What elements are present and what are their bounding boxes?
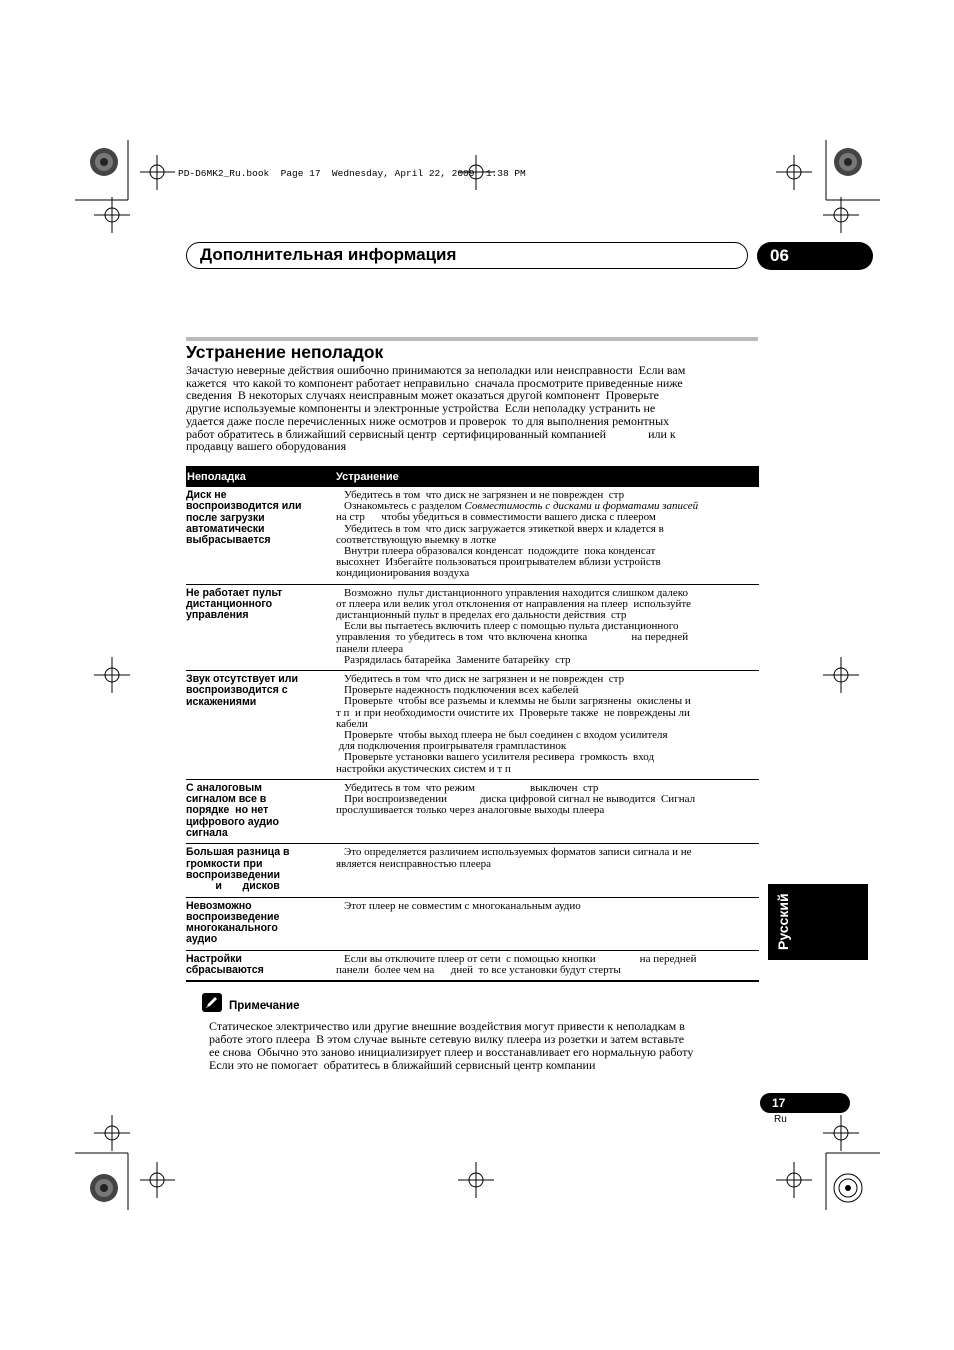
- problem-line: Звук отсутствует или: [186, 673, 298, 686]
- problem-line: искажениями: [186, 695, 257, 708]
- table-header-row: [186, 466, 759, 487]
- header-remedy: Устранение: [336, 466, 759, 487]
- table-row: [186, 844, 759, 897]
- remedy-line: [336, 568, 759, 579]
- problem-line: дистанционного: [186, 597, 273, 610]
- remedy-line: [336, 901, 759, 912]
- note-body: [209, 1020, 758, 1072]
- remedy-text: Убедитесь в том что диск не загрязнен и не поврежден стр: [344, 673, 625, 686]
- remedy-cell: [336, 844, 759, 897]
- intro-line: работ обратитесь в ближайший сервисный центр сертифицированный компанией или к: [186, 426, 676, 441]
- remedy-line: [336, 859, 759, 870]
- remedy-text: Этот плеер не совместим с многоканальным аудио: [344, 899, 581, 912]
- language-side-label: Русский: [775, 893, 791, 951]
- remedy-text: является неисправностью плеера: [336, 857, 492, 870]
- problem-cell: [186, 671, 336, 780]
- table-row: [186, 671, 759, 780]
- problem-line: воспроизводится с: [186, 684, 288, 697]
- problem-line: выбрасывается: [186, 534, 271, 547]
- problem-line: Большая разница в: [186, 846, 290, 859]
- problem-line: управления: [186, 609, 249, 622]
- problem-line: и дисков: [186, 880, 280, 893]
- problem-line: воспроизведении: [186, 868, 281, 881]
- intro-line: продавцу вашего оборудования: [186, 439, 347, 454]
- remedy-text: Разрядилась батарейка Замените батарейку стр: [344, 653, 571, 666]
- troubleshooting-table: [186, 466, 759, 982]
- remedy-text: Убедитесь в том что диск не загрязнен и не поврежден стр: [344, 489, 625, 501]
- table-row: [186, 487, 759, 584]
- note-line: Если это не помогает обратитесь в ближайший сервисный центр компании: [209, 1058, 596, 1072]
- problem-line: сигнала: [186, 827, 228, 840]
- section-title: Устранение неполадок: [186, 342, 384, 362]
- remedy-text: от плеера или велик угол отклонения от направления на плеер используйте: [336, 597, 692, 610]
- problem-line: Диск не: [186, 489, 227, 501]
- problem-line: воспроизводится или: [186, 500, 302, 513]
- problem-cell: [186, 779, 336, 843]
- problem-line: сбрасываются: [186, 964, 264, 977]
- remedy-cell: [336, 950, 759, 981]
- remedy-text: При воспроизведении диска цифровой сигнал не выводится Сигнал: [344, 793, 696, 806]
- remedy-text: Убедитесь в том что режим выключен стр: [344, 781, 599, 794]
- remedy-cell: [336, 779, 759, 843]
- problem-cell: [186, 950, 336, 981]
- section-rule: [186, 337, 758, 341]
- table-row: [186, 897, 759, 950]
- intro-line: Зачастую неверные действия ошибочно принимаются за неполадки или неисправности Если вам: [186, 363, 686, 377]
- remedy-text: т п и при необходимости очистите их Проверьте также не повреждены ли: [336, 706, 690, 719]
- page-number: 17: [760, 1093, 850, 1113]
- remedy-text: соответствующую выемку в лотке: [336, 533, 497, 546]
- problem-line: Невозможно: [186, 899, 252, 912]
- remedy-text: для подключения проигрывателя грампластинок: [336, 740, 567, 753]
- note-pencil-icon: [202, 993, 222, 1012]
- header-problem: Неполадка: [186, 466, 336, 487]
- page-language: Ru: [774, 1114, 787, 1125]
- problem-cell: [186, 844, 336, 897]
- remedy-text: Возможно пульт дистанционного управления находится слишком далеко: [344, 586, 689, 599]
- problem-cell: [186, 584, 336, 670]
- problem-cell: [186, 897, 336, 950]
- remedy-text: Проверьте чтобы все разъемы и клеммы не были загрязнены окислены и: [344, 695, 691, 708]
- remedy-text: управления то убедитесь в том что включена кнопка на передней: [336, 631, 689, 644]
- print-header: PD-D6MK2_Ru.book Page 17 Wednesday, April 22, 2009 1:38 PM: [178, 168, 526, 179]
- remedy-line: [336, 805, 759, 816]
- remedy-text: панели более чем на дней то все установки будут стерты: [336, 963, 621, 976]
- note-line: ее снова Обычно это заново инициализирует плеер и восстанавливает его нормальную работу: [209, 1045, 694, 1059]
- problem-line: после загрузки: [186, 511, 265, 524]
- table-row: [186, 779, 759, 843]
- remedy-line: [336, 965, 759, 976]
- problem-line: автоматически: [186, 522, 265, 535]
- intro-paragraph: [186, 364, 758, 453]
- remedy-text: Проверьте установки вашего усилителя ресивера громкость вход: [344, 751, 655, 764]
- remedy-text: Проверьте надежность подключения всех кабелей: [344, 684, 579, 697]
- remedy-emphasis: Совместимость с дисками и форматами записей: [464, 500, 699, 513]
- remedy-text: Если вы отключите плеер от сети с помощью кнопки на передней: [344, 952, 697, 965]
- problem-line: Не работает пульт: [186, 586, 283, 599]
- table-row: [186, 584, 759, 670]
- remedy-text: Проверьте чтобы выход плеера не был соединен с входом усилителя: [344, 729, 668, 742]
- problem-line: порядке но нет: [186, 804, 269, 817]
- remedy-cell: [336, 487, 759, 584]
- problem-line: С аналоговым: [186, 781, 262, 794]
- problem-line: сигналом все в: [186, 793, 267, 806]
- problem-line: воспроизведение: [186, 910, 280, 923]
- remedy-text: Это определяется различием используемых форматов записи сигнала и не: [344, 846, 692, 859]
- note-line: работе этого плеера В этом случае выньте сетевую вилку плеера из розетки и затем вставьте: [209, 1032, 685, 1046]
- remedy-text: высохнет Избегайте пользоваться проигрывателем вблизи устройств: [336, 556, 661, 569]
- remedy-text: кабели: [336, 717, 368, 730]
- remedy-text: прослушивается только через аналоговые выходы плеера: [336, 804, 605, 817]
- remedy-text: Если вы пытаетесь включить плеер с помощью пульта дистанционного: [344, 620, 679, 633]
- problem-line: громкости при: [186, 857, 263, 870]
- remedy-line: [336, 655, 759, 666]
- remedy-text: панели плеера: [336, 642, 404, 655]
- note-line: Статическое электричество или другие внешние воздействия могут привести к неполадкам в: [209, 1019, 685, 1033]
- remedy-text: Внутри плеера образовался конденсат подождите пока конденсат: [344, 545, 656, 558]
- problem-line: многоканального: [186, 922, 278, 935]
- remedy-text: Ознакомьтесь с разделом: [344, 500, 465, 513]
- remedy-text: кондиционирования воздуха: [336, 567, 470, 580]
- remedy-text: на стр чтобы убедиться в совместимости вашего диска с плеером: [336, 511, 656, 524]
- problem-line: Настройки: [186, 952, 242, 965]
- intro-line: кажется что какой то компонент работает неправильно сначала просмотрите приведенные ниже: [186, 375, 683, 390]
- remedy-line: [336, 764, 759, 775]
- remedy-text: дистанционный пульт в пределах его дальности действия стр: [336, 609, 627, 622]
- note-title: Примечание: [229, 1000, 300, 1012]
- intro-line: другие используемые компоненты и электронные устройства Если неполадку устранить не: [186, 401, 656, 416]
- remedy-line: [336, 708, 759, 719]
- problem-cell: [186, 487, 336, 584]
- table-row: [186, 950, 759, 981]
- chapter-number: 06: [757, 242, 873, 270]
- intro-line: удается даже после перечисленных ниже осмотров и проверок то для выполнения ремонтных: [186, 413, 670, 428]
- problem-line: аудио: [186, 933, 218, 946]
- remedy-text: Убедитесь в том что диск загружается этикеткой вверх и кладется в: [344, 522, 664, 535]
- intro-line: сведения В некоторых случаях неисправным может оказаться другой компонент Проверьте: [186, 388, 659, 403]
- problem-line: цифрового аудио: [186, 815, 279, 828]
- remedy-cell: [336, 897, 759, 950]
- remedy-text: настройки акустических систем и т п: [336, 762, 511, 775]
- remedy-cell: [336, 671, 759, 780]
- remedy-cell: [336, 584, 759, 670]
- chapter-title: Дополнительная информация: [200, 245, 457, 264]
